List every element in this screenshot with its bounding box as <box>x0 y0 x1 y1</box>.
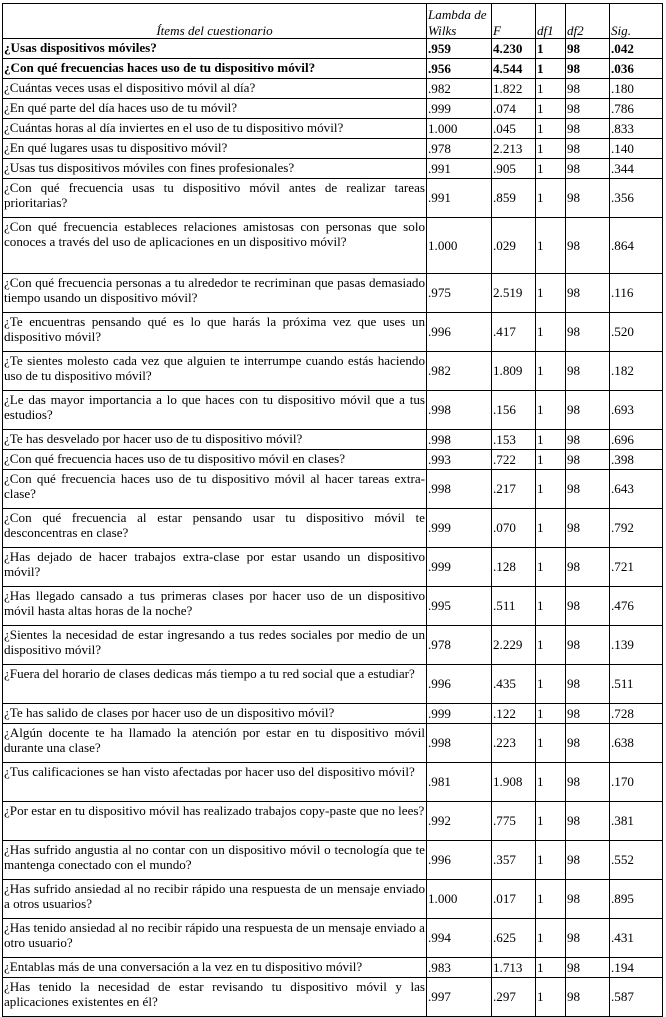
cell-df1: 1 <box>536 958 566 978</box>
table-row <box>3 99 663 119</box>
cell-sig: .643 <box>610 470 663 509</box>
table-row <box>3 978 663 1017</box>
cell-df1: 1 <box>536 159 566 179</box>
cell-f: .722 <box>492 450 536 470</box>
cell-item: ¿Con qué frecuencia haces uso de tu dispositivo móvil al hacer tareas extra-clase? <box>3 470 427 509</box>
cell-item: ¿En qué lugares usas tu dispositivo móvil? <box>3 139 427 159</box>
cell-df1: 1 <box>536 880 566 919</box>
table-row <box>3 352 663 391</box>
cell-df2: 98 <box>566 352 610 391</box>
cell-df2: 98 <box>566 139 610 159</box>
cell-f: .511 <box>492 587 536 626</box>
cell-sig: .693 <box>610 391 663 430</box>
cell-sig: .895 <box>610 880 663 919</box>
table-row <box>3 159 663 179</box>
table-row <box>3 430 663 450</box>
cell-df1: 1 <box>536 430 566 450</box>
cell-sig: .792 <box>610 509 663 548</box>
table-row <box>3 802 663 841</box>
cell-df2: 98 <box>566 704 610 724</box>
cell-f: 2.229 <box>492 626 536 665</box>
cell-lambda: .999 <box>427 99 492 119</box>
cell-sig: .696 <box>610 430 663 450</box>
cell-df2: 98 <box>566 626 610 665</box>
cell-f: .217 <box>492 470 536 509</box>
cell-f: .029 <box>492 218 536 274</box>
cell-lambda: 1.000 <box>427 119 492 139</box>
header-sig: Sig. <box>610 4 663 39</box>
cell-item: ¿Has tenido la necesidad de estar revisando tu dispositivo móvil y las aplicaciones existentes en él? <box>3 978 427 1017</box>
cell-lambda: .993 <box>427 450 492 470</box>
cell-lambda: .998 <box>427 470 492 509</box>
cell-df2: 98 <box>566 841 610 880</box>
cell-sig: .344 <box>610 159 663 179</box>
cell-df2: 98 <box>566 179 610 218</box>
cell-item: ¿Te encuentras pensando qué es lo que harás la próxima vez que uses un dispositivo móvil? <box>3 313 427 352</box>
cell-sig: .180 <box>610 79 663 99</box>
header-df1: df1 <box>536 4 566 39</box>
cell-lambda: .983 <box>427 958 492 978</box>
cell-f: .122 <box>492 704 536 724</box>
cell-df2: 98 <box>566 978 610 1017</box>
cell-f: .128 <box>492 548 536 587</box>
cell-df2: 98 <box>566 763 610 802</box>
cell-item: ¿Usas tus dispositivos móviles con fines profesionales? <box>3 159 427 179</box>
cell-df2: 98 <box>566 39 610 59</box>
cell-df2: 98 <box>566 159 610 179</box>
cell-sig: .476 <box>610 587 663 626</box>
cell-f: 1.713 <box>492 958 536 978</box>
cell-sig: .182 <box>610 352 663 391</box>
cell-item: ¿Con qué frecuencia estableces relaciones amistosas con personas que solo conoces a través del uso de aplicaciones en un dispositivo móvil? <box>3 218 427 274</box>
cell-sig: .398 <box>610 450 663 470</box>
cell-f: 1.908 <box>492 763 536 802</box>
cell-df1: 1 <box>536 978 566 1017</box>
cell-sig: .864 <box>610 218 663 274</box>
cell-df1: 1 <box>536 274 566 313</box>
cell-df2: 98 <box>566 119 610 139</box>
table-row <box>3 509 663 548</box>
cell-f: 1.809 <box>492 352 536 391</box>
cell-lambda: .982 <box>427 352 492 391</box>
cell-lambda: .992 <box>427 802 492 841</box>
cell-df2: 98 <box>566 274 610 313</box>
cell-df1: 1 <box>536 352 566 391</box>
cell-df1: 1 <box>536 79 566 99</box>
cell-lambda: .997 <box>427 978 492 1017</box>
cell-df1: 1 <box>536 724 566 763</box>
table-row <box>3 548 663 587</box>
table-row <box>3 841 663 880</box>
cell-lambda: .998 <box>427 391 492 430</box>
cell-f: 1.822 <box>492 79 536 99</box>
table-row <box>3 919 663 958</box>
cell-item: ¿Te has salido de clases por hacer uso de un dispositivo móvil? <box>3 704 427 724</box>
cell-df2: 98 <box>566 391 610 430</box>
cell-sig: .721 <box>610 548 663 587</box>
cell-df1: 1 <box>536 450 566 470</box>
table-row <box>3 763 663 802</box>
cell-item: ¿Con qué frecuencias haces uso de tu dispositivo móvil? <box>3 59 427 79</box>
table-row <box>3 958 663 978</box>
cell-item: ¿Has dejado de hacer trabajos extra-clase por estar usando un dispositivo móvil? <box>3 548 427 587</box>
cell-item: ¿Con qué frecuencia al estar pensando usar tu dispositivo móvil te desconcentras en clase? <box>3 509 427 548</box>
cell-df1: 1 <box>536 313 566 352</box>
cell-lambda: .995 <box>427 587 492 626</box>
cell-f: 4.544 <box>492 59 536 79</box>
cell-sig: .431 <box>610 919 663 958</box>
cell-f: .859 <box>492 179 536 218</box>
table-row <box>3 218 663 274</box>
cell-f: .153 <box>492 430 536 450</box>
cell-f: .417 <box>492 313 536 352</box>
cell-df1: 1 <box>536 704 566 724</box>
cell-df2: 98 <box>566 958 610 978</box>
table-row <box>3 391 663 430</box>
cell-item: ¿Te sientes molesto cada vez que alguien te interrumpe cuando estás haciendo uso de tu dispositivo móvil? <box>3 352 427 391</box>
cell-item: ¿Por estar en tu dispositivo móvil has realizado trabajos copy-paste que no lees? <box>3 802 427 841</box>
cell-lambda: .998 <box>427 724 492 763</box>
cell-sig: .116 <box>610 274 663 313</box>
header-item: Ítems del cuestionario <box>3 4 427 39</box>
cell-f: .045 <box>492 119 536 139</box>
cell-sig: .638 <box>610 724 663 763</box>
cell-item: ¿Le das mayor importancia a lo que haces con tu dispositivo móvil que a tus estudios? <box>3 391 427 430</box>
cell-f: .223 <box>492 724 536 763</box>
cell-item: ¿Fuera del horario de clases dedicas más tiempo a tu red social que a estudiar? <box>3 665 427 704</box>
cell-item: ¿Cuántas horas al día inviertes en el uso de tu dispositivo móvil? <box>3 119 427 139</box>
cell-lambda: .978 <box>427 139 492 159</box>
cell-sig: .356 <box>610 179 663 218</box>
cell-df2: 98 <box>566 919 610 958</box>
cell-item: ¿Has tenido ansiedad al no recibir rápido una respuesta de un mensaje enviado a otro usuario? <box>3 919 427 958</box>
cell-f: .905 <box>492 159 536 179</box>
cell-lambda: .991 <box>427 179 492 218</box>
cell-df2: 98 <box>566 880 610 919</box>
cell-f: .074 <box>492 99 536 119</box>
cell-sig: .036 <box>610 59 663 79</box>
cell-df2: 98 <box>566 79 610 99</box>
cell-df1: 1 <box>536 802 566 841</box>
cell-sig: .552 <box>610 841 663 880</box>
cell-f: .435 <box>492 665 536 704</box>
cell-df1: 1 <box>536 179 566 218</box>
cell-lambda: .999 <box>427 704 492 724</box>
cell-item: ¿Sientes la necesidad de estar ingresando a tus redes sociales por medio de un dispositivo móvil? <box>3 626 427 665</box>
table-row <box>3 39 663 59</box>
cell-item: ¿Con qué frecuencia personas a tu alrededor te recriminan que pasas demasiado tiempo usando un dispositivo móvil? <box>3 274 427 313</box>
cell-sig: .520 <box>610 313 663 352</box>
cell-lambda: .982 <box>427 79 492 99</box>
cell-df1: 1 <box>536 665 566 704</box>
table-row <box>3 704 663 724</box>
cell-df1: 1 <box>536 919 566 958</box>
table-row <box>3 139 663 159</box>
cell-item: ¿Has sufrido ansiedad al no recibir rápido una respuesta de un mensaje enviado a otros usuarios? <box>3 880 427 919</box>
cell-lambda: .998 <box>427 430 492 450</box>
cell-f: .017 <box>492 880 536 919</box>
cell-df1: 1 <box>536 548 566 587</box>
table-row <box>3 274 663 313</box>
cell-df2: 98 <box>566 470 610 509</box>
header-lambda: Lambda de Wilks <box>427 4 492 39</box>
cell-f: .357 <box>492 841 536 880</box>
cell-lambda: .959 <box>427 39 492 59</box>
cell-df2: 98 <box>566 313 610 352</box>
cell-item: ¿Cuántas veces usas el dispositivo móvil al día? <box>3 79 427 99</box>
cell-df2: 98 <box>566 665 610 704</box>
table-row <box>3 724 663 763</box>
cell-sig: .511 <box>610 665 663 704</box>
cell-df1: 1 <box>536 763 566 802</box>
cell-lambda: 1.000 <box>427 880 492 919</box>
table-body <box>3 39 663 1017</box>
cell-item: ¿En qué parte del día haces uso de tu móvil? <box>3 99 427 119</box>
cell-sig: .170 <box>610 763 663 802</box>
cell-df1: 1 <box>536 218 566 274</box>
cell-lambda: .996 <box>427 841 492 880</box>
cell-item: ¿Con qué frecuencia usas tu dispositivo móvil antes de realizar tareas prioritarias? <box>3 179 427 218</box>
cell-df1: 1 <box>536 59 566 79</box>
cell-df2: 98 <box>566 587 610 626</box>
cell-df2: 98 <box>566 724 610 763</box>
cell-sig: .139 <box>610 626 663 665</box>
cell-df1: 1 <box>536 587 566 626</box>
cell-df2: 98 <box>566 548 610 587</box>
cell-df2: 98 <box>566 802 610 841</box>
cell-sig: .042 <box>610 39 663 59</box>
cell-df1: 1 <box>536 509 566 548</box>
cell-df1: 1 <box>536 119 566 139</box>
cell-sig: .587 <box>610 978 663 1017</box>
cell-lambda: .996 <box>427 665 492 704</box>
cell-item: ¿Has sufrido angustia al no contar con un dispositivo móvil o tecnología que te mantenga conectado con el mundo? <box>3 841 427 880</box>
table-row <box>3 587 663 626</box>
cell-item: ¿Algún docente te ha llamado la atención por estar en tu dispositivo móvil durante una clase? <box>3 724 427 763</box>
cell-item: ¿Te has desvelado por hacer uso de tu dispositivo móvil? <box>3 430 427 450</box>
table-row <box>3 79 663 99</box>
cell-sig: .381 <box>610 802 663 841</box>
cell-sig: .194 <box>610 958 663 978</box>
cell-df2: 98 <box>566 450 610 470</box>
header-df2: df2 <box>566 4 610 39</box>
table-row <box>3 665 663 704</box>
cell-sig: .728 <box>610 704 663 724</box>
cell-f: 2.213 <box>492 139 536 159</box>
cell-df2: 98 <box>566 430 610 450</box>
cell-lambda: .996 <box>427 313 492 352</box>
cell-df2: 98 <box>566 509 610 548</box>
cell-lambda: .981 <box>427 763 492 802</box>
cell-df1: 1 <box>536 391 566 430</box>
table-row <box>3 880 663 919</box>
cell-df1: 1 <box>536 841 566 880</box>
cell-lambda: .999 <box>427 509 492 548</box>
cell-f: .070 <box>492 509 536 548</box>
cell-lambda: 1.000 <box>427 218 492 274</box>
cell-f: 4.230 <box>492 39 536 59</box>
cell-f: 2.519 <box>492 274 536 313</box>
table-row <box>3 119 663 139</box>
cell-lambda: .991 <box>427 159 492 179</box>
cell-sig: .140 <box>610 139 663 159</box>
cell-item: ¿Tus calificaciones se han visto afectadas por hacer uso del dispositivo móvil? <box>3 763 427 802</box>
cell-item: ¿Has llegado cansado a tus primeras clases por hacer uso de un dispositivo móvil hasta altas horas de la noche? <box>3 587 427 626</box>
table-row <box>3 470 663 509</box>
cell-df1: 1 <box>536 139 566 159</box>
table-row <box>3 626 663 665</box>
cell-f: .156 <box>492 391 536 430</box>
cell-f: .775 <box>492 802 536 841</box>
header-row <box>3 4 663 39</box>
cell-item: ¿Usas dispositivos móviles? <box>3 39 427 59</box>
cell-df2: 98 <box>566 99 610 119</box>
cell-lambda: .978 <box>427 626 492 665</box>
cell-f: .297 <box>492 978 536 1017</box>
table-row <box>3 59 663 79</box>
cell-df1: 1 <box>536 39 566 59</box>
cell-item: ¿Entablas más de una conversación a la vez en tu dispositivo móvil? <box>3 958 427 978</box>
cell-df2: 98 <box>566 59 610 79</box>
cell-lambda: .999 <box>427 548 492 587</box>
cell-sig: .786 <box>610 99 663 119</box>
header-f: F <box>492 4 536 39</box>
cell-sig: .833 <box>610 119 663 139</box>
table-row <box>3 313 663 352</box>
table-row <box>3 450 663 470</box>
cell-f: .625 <box>492 919 536 958</box>
cell-df1: 1 <box>536 99 566 119</box>
cell-item: ¿Con qué frecuencia haces uso de tu dispositivo móvil en clases? <box>3 450 427 470</box>
cell-lambda: .975 <box>427 274 492 313</box>
cell-lambda: .956 <box>427 59 492 79</box>
cell-df2: 98 <box>566 218 610 274</box>
cell-df1: 1 <box>536 470 566 509</box>
cell-df1: 1 <box>536 626 566 665</box>
table-row <box>3 179 663 218</box>
cell-lambda: .994 <box>427 919 492 958</box>
results-table <box>2 3 663 1017</box>
